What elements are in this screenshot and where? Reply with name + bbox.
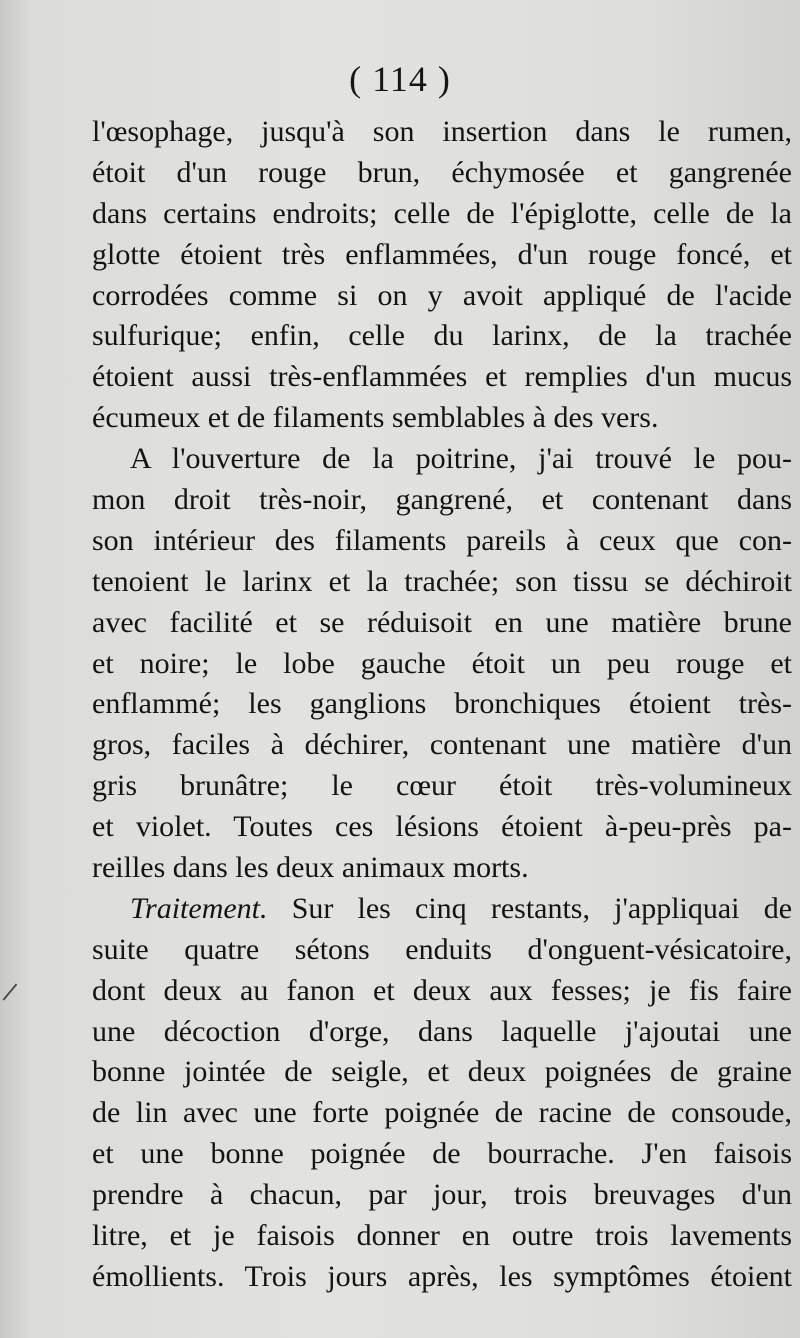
- text-line: l'œsophage, jusqu'à son insertion dans le rumen,: [92, 115, 792, 148]
- text-line: bonne jointée de seigle, et deux poignées de graine: [92, 1055, 792, 1089]
- text-line: étoit d'un rouge brun, échymosée et gangrenée: [92, 155, 792, 189]
- text-line: litre, et je faisois donner en outre trois lavements: [92, 1219, 792, 1253]
- body-text: [92, 112, 792, 1298]
- text-line: tenoient le larinx et la trachée; son tissu se déchiroit: [92, 564, 792, 598]
- traitement-heading: Traitement.: [130, 891, 268, 925]
- margin-mark: |: [0, 979, 22, 1003]
- text-line: gros, faciles à déchirer, contenant une matière d'un: [92, 728, 792, 762]
- text-line: reilles dans les deux animaux morts.: [92, 851, 529, 885]
- text-line: gris brunâtre; le cœur étoit très-volumineux: [92, 769, 792, 803]
- text-line: glotte étoient très enflammées, d'un rouge foncé, et: [92, 237, 792, 271]
- text-line: [92, 889, 792, 930]
- text-line: étoient aussi très-enflammées et remplies d'un mucus: [92, 360, 792, 394]
- page-number: ( 114 ): [349, 59, 451, 99]
- text-line: une décoction d'orge, dans laquelle j'ajoutai une: [92, 1014, 792, 1048]
- text-line: A l'ouverture de la poitrine, j'ai trouvé le pou-: [130, 442, 792, 476]
- text-line: mon droit très-noir, gangrené, et contenant dans: [92, 483, 792, 517]
- text-line: son intérieur des filaments pareils à ceux que con-: [92, 523, 792, 557]
- text-line: avec facilité et se réduisoit en une matière brune: [92, 605, 792, 639]
- text-line: enflammé; les ganglions bronchiques étoient très-: [92, 687, 792, 721]
- text-line: émollients. Trois jours après, les symptômes étoient: [92, 1259, 792, 1293]
- text-line: et une bonne poignée de bourrache. J'en faisois: [92, 1137, 792, 1171]
- text-line: dont deux au fanon et deux aux fesses; je fis faire: [92, 973, 792, 1007]
- text-line: dans certains endroits; celle de l'épiglotte, celle de la: [92, 196, 792, 230]
- text-line: suite quatre sétons enduits d'onguent-vésicatoire,: [92, 932, 792, 966]
- text-line: sulfurique; enfin, celle du larinx, de la trachée: [92, 319, 792, 353]
- text-line: et violet. Toutes ces lésions étoient à-peu-près pa-: [92, 810, 792, 844]
- text-line: écumeux et de filaments semblables à des vers.: [92, 401, 659, 435]
- text-line: de lin avec une forte poignée de racine de consoude,: [92, 1096, 792, 1130]
- text-line: corrodées comme si on y avoit appliqué de l'acide: [92, 278, 792, 312]
- traitement-text: Sur les cinq restants, j'appliquai de: [291, 891, 793, 925]
- text-line: et noire; le lobe gauche étoit un peu rouge et: [92, 646, 792, 680]
- text-line: prendre à chacun, par jour, trois breuvages d'un: [92, 1178, 792, 1212]
